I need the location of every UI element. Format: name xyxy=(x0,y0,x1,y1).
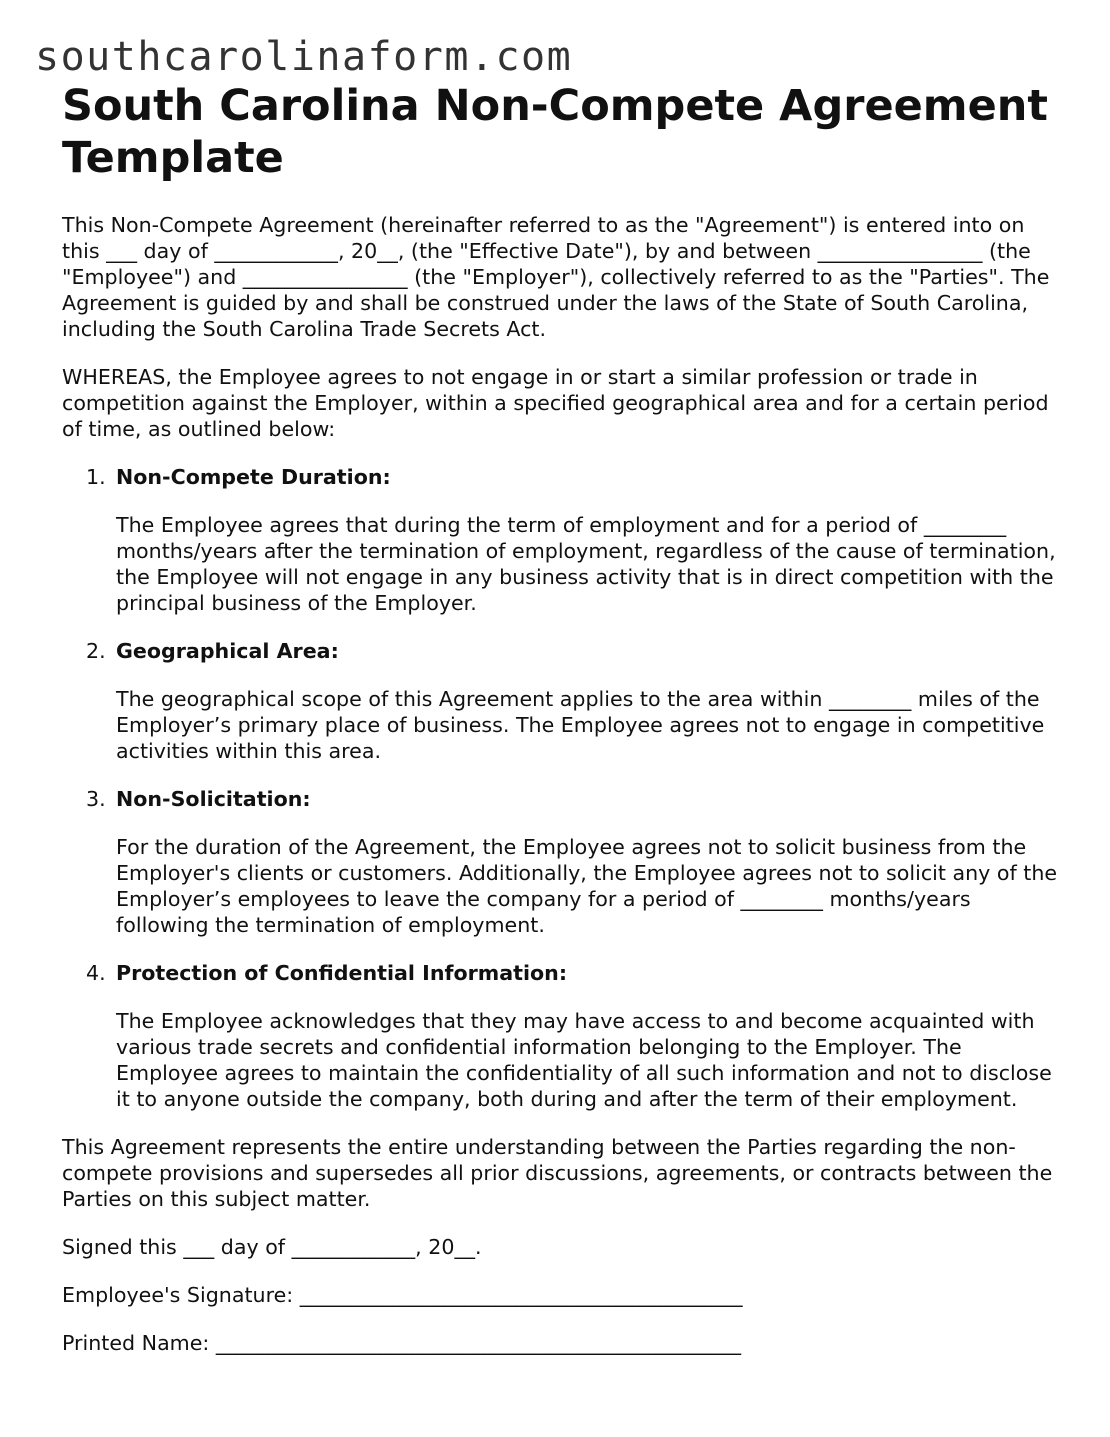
clause-item xyxy=(62,638,1062,764)
clause-body: The Employee agrees that during the term of employment and for a period of ________ months/years after the termination of employment, regardless of the cause of termination, the Employee will not engage in any business activity that is in direct competition with the principal business of the Employer. xyxy=(116,513,1056,615)
site-watermark: southcarolinaform.com xyxy=(35,34,573,80)
document xyxy=(62,80,1062,1356)
document-title: South Carolina Non-Compete Agreement Template xyxy=(62,81,1048,183)
signed-date-line: Signed this ___ day of ____________, 20__. xyxy=(62,1235,482,1259)
clause-list xyxy=(62,464,1062,1112)
clause-body: For the duration of the Agreement, the Employee agrees not to solicit business from the Employer's clients or customers. Additionally, the Employee agrees not to solicit any of the Employer’s employees to leave the company for a period of ________ months/years following the termination of employment. xyxy=(116,835,1058,937)
closing-paragraph: This Agreement represents the entire understanding between the Parties regarding the non-compete provisions and supersedes all prior discussions, agreements, or contracts between the Parties on this subject matter. xyxy=(62,1135,1053,1211)
clause-number: 2. xyxy=(86,639,106,663)
employee-signature-line: Employee's Signature: ___________________________________________ xyxy=(62,1283,743,1307)
printed-name-line: Printed Name: ___________________________________________________ xyxy=(62,1331,742,1355)
clause-number: 4. xyxy=(86,961,106,985)
clause-number: 3. xyxy=(86,787,106,811)
clause-title: Geographical Area: xyxy=(116,639,339,663)
clause-number: 1. xyxy=(86,465,106,489)
clause-item xyxy=(62,960,1062,1112)
clause-title: Non-Solicitation: xyxy=(116,787,311,811)
clause-item xyxy=(62,464,1062,616)
whereas-paragraph: WHEREAS, the Employee agrees to not engage in or start a similar profession or trade in competition against the Employer, within a specified geographical area and for a certain period of time, as outlined below: xyxy=(62,365,1049,441)
clause-title: Protection of Confidential Information: xyxy=(116,961,568,985)
clause-body: The Employee acknowledges that they may have access to and become acquainted with various trade secrets and confidential information belonging to the Employer. The Employee agrees to maintain the confidentiality of all such information and not to disclose it to anyone outside the company, both during and after the term of their employment. xyxy=(116,1009,1052,1111)
clause-body: The geographical scope of this Agreement applies to the area within ________ miles of the Employer’s primary place of business. The Employee agrees not to engage in competitive activities within this area. xyxy=(116,687,1045,763)
clause-title: Non-Compete Duration: xyxy=(116,465,391,489)
clause-item xyxy=(62,786,1062,938)
intro-paragraph: This Non-Compete Agreement (hereinafter referred to as the "Agreement") is entered into on this ___ day of ____________, 20__, (the "Effective Date"), by and between ________________ (the "Employee") and ________________ (the "Employer"), collectively referred to as the "Parties". The Agreement is guided by and shall be construed under the laws of the State of South Carolina, including the South Carolina Trade Secrets Act. xyxy=(62,213,1050,341)
